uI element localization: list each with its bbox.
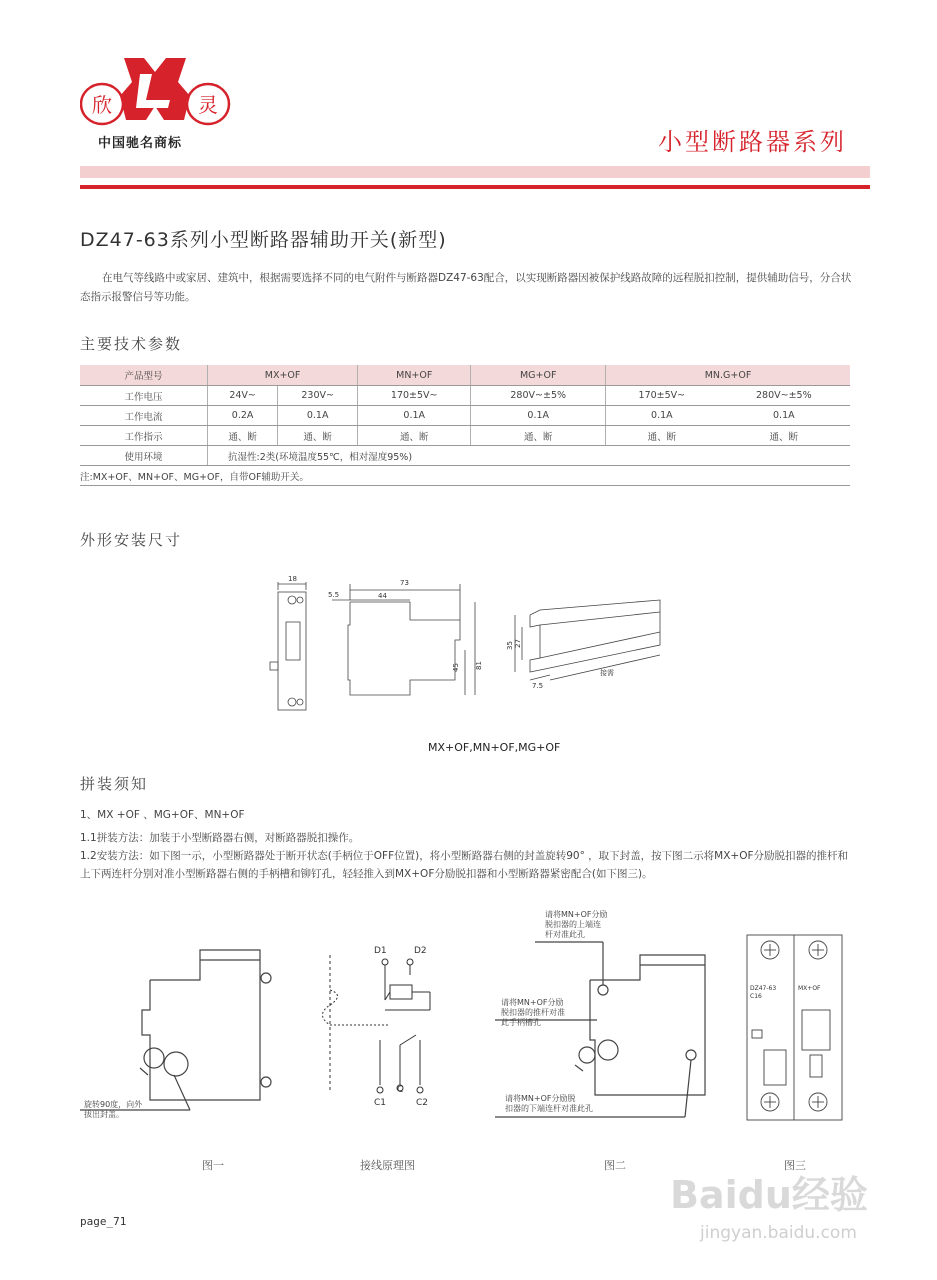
fig3-model: DZ47-63 xyxy=(750,985,777,992)
table-cell: 0.1A xyxy=(606,406,718,426)
table-cell: 0.1A xyxy=(358,406,471,426)
logo-text-left: 欣 xyxy=(92,93,112,117)
table-cell: 230V~ xyxy=(278,386,358,406)
fig1-note-line1: 旋转90度，向外 xyxy=(84,1100,143,1109)
table-cell: 通、断 xyxy=(358,426,471,446)
header-mx-of: MX+OF xyxy=(208,365,358,386)
watermark-text: Baidu经验 xyxy=(670,1173,868,1217)
wiring-label-c: C xyxy=(397,1085,404,1095)
table-cell: 170±5V~ xyxy=(358,386,471,406)
assembly-list: 1、MX +OF 、MG+OF、MN+OF xyxy=(80,809,245,821)
fig1-note-line2: 拔出封盖。 xyxy=(84,1110,124,1119)
params-heading: 主要技术参数 xyxy=(80,335,183,353)
header-model: 产品型号 xyxy=(80,365,208,386)
document-title: DZ47-63系列小型断路器辅助开关(新型) xyxy=(80,229,447,251)
dims-caption: MX+OF,MN+OF,MG+OF xyxy=(428,741,561,754)
brand-logo xyxy=(80,56,232,126)
table-cell: 通、断 xyxy=(718,426,850,446)
table-cell: 通、断 xyxy=(208,426,278,446)
table-cell: 通、断 xyxy=(278,426,358,446)
spec-table xyxy=(80,365,850,486)
table-cell: 0.1A xyxy=(718,406,850,426)
row-label: 工作电流 xyxy=(80,406,208,426)
fig2-note-top-2: 脱扣器的上端连 xyxy=(545,920,601,929)
caption-figure-1: 图一 xyxy=(202,1159,224,1172)
fig2-note-bot-1: 请将MN+OF分励脱 xyxy=(505,1094,576,1103)
caption-figure-3: 图三 xyxy=(784,1159,806,1172)
dim-35: 35 xyxy=(506,641,514,650)
figure-1 xyxy=(80,930,280,1120)
dims-heading: 外形安装尺寸 xyxy=(80,531,183,549)
brand-slogan: 中国驰名商标 xyxy=(98,136,183,151)
wiring-label-c2: C2 xyxy=(416,1098,429,1108)
dim-7-5: 7.5 xyxy=(532,682,544,690)
table-row xyxy=(80,466,850,486)
figure-2 xyxy=(495,905,735,1125)
fig2-note-mid-3: 此手柄槽孔 xyxy=(501,1018,541,1027)
logo-text-right: 灵 xyxy=(198,93,218,117)
fig2-note-top-3: 杆对准此孔 xyxy=(545,930,585,939)
table-cell: 通、断 xyxy=(606,426,718,446)
table-row xyxy=(80,426,850,446)
assembly-step-1-1: 1.1拼装方法：加装于小型断路器右侧，对断路器脱扣操作。 xyxy=(80,832,360,844)
table-cell: 280V~±5% xyxy=(471,386,606,406)
page-number: page_71 xyxy=(80,1215,127,1228)
table-cell: 280V~±5% xyxy=(718,386,850,406)
wiring-label-d1: D1 xyxy=(374,946,387,956)
caption-wiring: 接线原理图 xyxy=(360,1159,415,1172)
watermark-url: jingyan.baidu.com xyxy=(700,1223,857,1243)
dim-27: 27 xyxy=(514,639,522,648)
dim-73: 73 xyxy=(400,579,409,587)
fig2-note-mid-2: 脱扣器的推杆对准 xyxy=(501,1008,565,1017)
dim-45: 45 xyxy=(452,663,460,672)
table-note: 注:MX+OF、MN+OF、MG+OF，自带OF辅助开关。 xyxy=(80,466,850,486)
fig2-note-mid-1: 请将MN+OF分励 xyxy=(501,998,564,1007)
assembly-step-1-2: 1.2安装方法：如下图一示，小型断路器处于断开状态(手柄位于OFF位置)，将小型断路器右侧的封盖旋转90° ，取下封盖，按下图二示将MX+OF分励脱扣器的推杆和上下两连杆分别对准小型断路器右侧的手柄槽和铆钉孔，轻轻推入到MX+OF分励脱扣器和小型断路器紧密配合(如下图三)。 xyxy=(80,850,849,880)
dim-rail: 接需 xyxy=(600,669,614,677)
header-band-pink xyxy=(80,166,870,178)
fig3-aux: MX+OF xyxy=(798,985,821,992)
assembly-heading: 拼装须知 xyxy=(80,775,149,793)
header-mn-of: MN+OF xyxy=(358,365,471,386)
wiring-diagram xyxy=(290,930,450,1120)
caption-figure-2: 图二 xyxy=(604,1159,626,1172)
table-row xyxy=(80,446,850,466)
wiring-label-c1: C1 xyxy=(374,1098,387,1108)
table-cell: 0.1A xyxy=(278,406,358,426)
fig2-note-bot-2: 扣器的下端连杆对准此孔 xyxy=(505,1104,593,1113)
environment-value: 抗湿性:2类(环境温度55℃，相对湿度95%) xyxy=(208,446,851,466)
dim-18: 18 xyxy=(288,575,297,583)
table-cell: 通、断 xyxy=(471,426,606,446)
fig2-note-top-1: 请将MN+OF分励 xyxy=(545,910,608,919)
table-row xyxy=(80,406,850,426)
row-label: 工作指示 xyxy=(80,426,208,446)
dim-5-5: 5.5 xyxy=(328,591,340,599)
table-row xyxy=(80,386,850,406)
dim-44: 44 xyxy=(378,592,387,600)
row-label: 使用环境 xyxy=(80,446,208,466)
row-label: 工作电压 xyxy=(80,386,208,406)
table-cell: 0.2A xyxy=(208,406,278,426)
dim-81: 81 xyxy=(475,661,483,670)
watermark xyxy=(660,1158,880,1248)
header-band-red xyxy=(80,185,870,189)
table-cell: 24V~ xyxy=(208,386,278,406)
table-cell: 170±5V~ xyxy=(606,386,718,406)
header-mg-of: MG+OF xyxy=(471,365,606,386)
intro-paragraph: 在电气等线路中或家居、建筑中，根据需要选择不同的电气附件与断路器DZ47-63配合，以实现断路器因被保护线路故障的远程脱扣控制，提供辅助信号，分合状态指示报警信号等功能。 xyxy=(80,272,852,303)
fig3-rating: C16 xyxy=(750,993,762,1000)
wiring-label-d2: D2 xyxy=(414,946,427,956)
dimension-drawing xyxy=(250,570,670,720)
header-mng-of: MN.G+OF xyxy=(606,365,850,386)
figure-3 xyxy=(742,930,847,1125)
series-title: 小型断路器系列 xyxy=(658,128,847,156)
table-cell: 0.1A xyxy=(471,406,606,426)
table-header-row xyxy=(80,365,850,386)
